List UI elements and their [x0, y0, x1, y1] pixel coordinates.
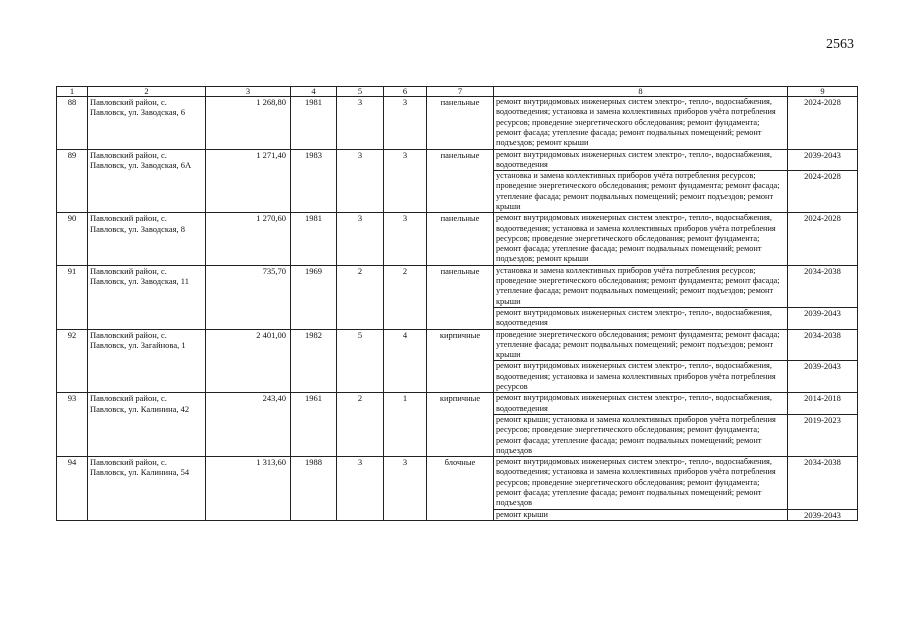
- address-cell: Павловский район, с. Павловск, ул. Калинина, 54: [88, 457, 206, 521]
- row-number: 88: [57, 97, 88, 150]
- works-cell: ремонт внутридомовых инженерных систем электро-, тепло-, водоснабжения, водоотведения; установка и замена коллективных приборов учёта потребления ресурсов: [494, 361, 788, 393]
- works-cell: проведение энергетического обследования; ремонт фундамента; ремонт фасада; утепление фасада; ремонт подвальных помещений; ремонт подъездов; ремонт крыши: [494, 329, 788, 361]
- house-row: [57, 393, 858, 415]
- column-number: 5: [337, 87, 384, 97]
- address-cell: Павловский район, с. Павловск, ул. Заводская, 6: [88, 97, 206, 150]
- works-cell: ремонт внутридомовых инженерных систем электро-, тепло-, водоснабжения, водоотведения: [494, 393, 788, 415]
- house-row: [57, 149, 858, 171]
- year-cell: 1981: [291, 97, 337, 150]
- wall-material-cell: кирпичные: [427, 329, 494, 393]
- works-cell: ремонт внутридомовых инженерных систем электро-, тепло-, водоснабжения, водоотведения: [494, 149, 788, 171]
- row-number: 89: [57, 149, 88, 213]
- column-number: 3: [206, 87, 291, 97]
- address-cell: Павловский район, с. Павловск, ул. Заводская, 11: [88, 265, 206, 329]
- area-cell: 735,70: [206, 265, 291, 329]
- floors-cell: 5: [337, 329, 384, 393]
- area-cell: 1 270,60: [206, 213, 291, 266]
- entrances-cell: 3: [384, 97, 427, 150]
- period-cell: 2034-2038: [788, 457, 858, 509]
- year-cell: 1982: [291, 329, 337, 393]
- address-cell: Павловский район, с. Павловск, ул. Загайнова, 1: [88, 329, 206, 393]
- period-cell: 2039-2043: [788, 361, 858, 393]
- wall-material-cell: панельные: [427, 213, 494, 266]
- works-cell: ремонт крыши: [494, 509, 788, 520]
- works-cell: ремонт внутридомовых инженерных систем электро-, тепло-, водоснабжения, водоотведения; установка и замена коллективных приборов учёта потребления ресурсов; проведение энергетического обследования; ремонт фундамента; ремонт фасада; утепление фасада; ремонт подвальных помещений; ремонт подъездов; ремонт крыши: [494, 97, 788, 150]
- year-cell: 1969: [291, 265, 337, 329]
- capital-repair-table: [56, 86, 858, 521]
- house-row: [57, 265, 858, 307]
- address-cell: Павловский район, с. Павловск, ул. Заводская, 8: [88, 213, 206, 266]
- area-cell: 2 401,00: [206, 329, 291, 393]
- row-number: 91: [57, 265, 88, 329]
- entrances-cell: 4: [384, 329, 427, 393]
- row-number: 94: [57, 457, 88, 521]
- wall-material-cell: панельные: [427, 149, 494, 213]
- house-row: [57, 213, 858, 266]
- period-cell: 2024-2028: [788, 171, 858, 213]
- period-cell: 2024-2028: [788, 97, 858, 150]
- period-cell: 2039-2043: [788, 149, 858, 171]
- column-number: 6: [384, 87, 427, 97]
- entrances-cell: 2: [384, 265, 427, 329]
- area-cell: 1 271,40: [206, 149, 291, 213]
- area-cell: 1 268,80: [206, 97, 291, 150]
- wall-material-cell: кирпичные: [427, 393, 494, 457]
- area-cell: 1 313,60: [206, 457, 291, 521]
- works-cell: установка и замена коллективных приборов учёта потребления ресурсов; проведение энергетического обследования; ремонт фундамента; ремонт фасада; утепление фасада; ремонт подвальных помещений; ремонт подъездов; ремонт крыши: [494, 265, 788, 307]
- period-cell: 2034-2038: [788, 329, 858, 361]
- floors-cell: 3: [337, 213, 384, 266]
- year-cell: 1981: [291, 213, 337, 266]
- year-cell: 1983: [291, 149, 337, 213]
- column-number: 4: [291, 87, 337, 97]
- period-cell: 2039-2043: [788, 509, 858, 520]
- works-cell: ремонт внутридомовых инженерных систем электро-, тепло-, водоснабжения, водоотведения: [494, 307, 788, 329]
- row-number: 93: [57, 393, 88, 457]
- house-row: [57, 329, 858, 361]
- works-cell: ремонт крыши; установка и замена коллективных приборов учёта потребления ресурсов; проведение энергетического обследования; ремонт фундамента; ремонт фасада; утепление фасада; ремонт подвальных помещений; ремонт подъездов: [494, 414, 788, 456]
- house-row: [57, 457, 858, 509]
- column-number: 9: [788, 87, 858, 97]
- wall-material-cell: панельные: [427, 97, 494, 150]
- wall-material-cell: блочные: [427, 457, 494, 521]
- floors-cell: 3: [337, 97, 384, 150]
- year-cell: 1988: [291, 457, 337, 521]
- works-cell: ремонт внутридомовых инженерных систем электро-, тепло-, водоснабжения, водоотведения; установка и замена коллективных приборов учёта потребления ресурсов; проведение энергетического обследования; ремонт фундамента; ремонт фасада; утепление фасада; ремонт подвальных помещений; ремонт подъездов: [494, 457, 788, 509]
- page-number: 2563: [826, 37, 854, 52]
- floors-cell: 2: [337, 393, 384, 457]
- column-number: 2: [88, 87, 206, 97]
- column-number-row: [57, 87, 858, 97]
- entrances-cell: 3: [384, 149, 427, 213]
- row-number: 92: [57, 329, 88, 393]
- floors-cell: 3: [337, 149, 384, 213]
- floors-cell: 2: [337, 265, 384, 329]
- year-cell: 1961: [291, 393, 337, 457]
- entrances-cell: 3: [384, 213, 427, 266]
- period-cell: 2039-2043: [788, 307, 858, 329]
- house-row: [57, 97, 858, 150]
- entrances-cell: 3: [384, 457, 427, 521]
- period-cell: 2014-2018: [788, 393, 858, 415]
- works-cell: установка и замена коллективных приборов учёта потребления ресурсов; проведение энергетического обследования; ремонт фундамента; ремонт фасада; утепление фасада; ремонт подвальных помещений; ремонт подъездов; ремонт крыши: [494, 171, 788, 213]
- period-cell: 2019-2023: [788, 414, 858, 456]
- period-cell: 2034-2038: [788, 265, 858, 307]
- floors-cell: 3: [337, 457, 384, 521]
- wall-material-cell: панельные: [427, 265, 494, 329]
- column-number: 7: [427, 87, 494, 97]
- area-cell: 243,40: [206, 393, 291, 457]
- column-number: 1: [57, 87, 88, 97]
- entrances-cell: 1: [384, 393, 427, 457]
- works-cell: ремонт внутридомовых инженерных систем электро-, тепло-, водоснабжения, водоотведения; установка и замена коллективных приборов учёта потребления ресурсов; проведение энергетического обследования; ремонт фундамента; ремонт фасада; утепление фасада; ремонт подвальных помещений; ремонт подъездов; ремонт крыши: [494, 213, 788, 266]
- period-cell: 2024-2028: [788, 213, 858, 266]
- address-cell: Павловский район, с. Павловск, ул. Заводская, 6А: [88, 149, 206, 213]
- address-cell: Павловский район, с. Павловск, ул. Калинина, 42: [88, 393, 206, 457]
- row-number: 90: [57, 213, 88, 266]
- column-number: 8: [494, 87, 788, 97]
